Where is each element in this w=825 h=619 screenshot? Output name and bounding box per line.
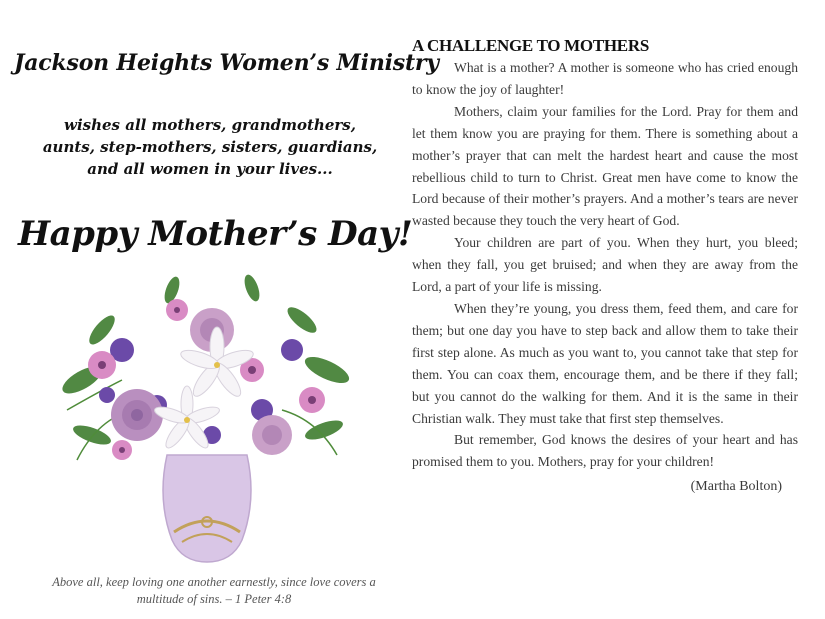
ministry-title: Jackson Heights Women’s Ministry <box>14 50 439 76</box>
article <box>412 36 798 495</box>
wishes-line: and all women in your lives... <box>87 160 333 178</box>
flower-bouquet-icon <box>62 270 352 570</box>
author-signature: (Martha Bolton) <box>690 479 782 495</box>
article-paragraph: When they’re young, you dress them, feed them, and care for them; but one day you have to step back and allow them to take their first step alone. As much as you want to, you cannot take that step for them. You can coax them, encourage them, and be there if they fall; but you cannot do the walking for them. And it is the same in their Christian walk. They must take that first step themselves. <box>412 300 798 426</box>
greeting-heading: Happy Mother’s Day! <box>18 214 413 254</box>
wishes-line: wishes all mothers, grandmothers, <box>64 116 356 134</box>
bible-verse <box>18 574 410 608</box>
article-title: A CHALLENGE TO MOTHERS <box>412 36 649 55</box>
article-paragraph: Mothers, claim your families for the Lord. Pray for them and let them know you are praying for them. There is something about a mother’s prayer that can melt the hardest heart and cause the most rebellious child to turn to Christ. Great men have come to know the Lord because of their mother’s prayers. And a mother’s tears are never wasted because they touch the very heart of God. <box>412 103 798 229</box>
article-paragraph: But remember, God knows the desires of your heart and has promised them to you. Mothers, pray for your children! <box>412 432 798 470</box>
wishes-line: aunts, step-mothers, sisters, guardians, <box>42 138 378 156</box>
article-paragraph: Your children are part of you. When they hurt, you bleed; when they fall, you get bruised; and when they are away from the Lord, a part of your life is missing. <box>412 235 798 295</box>
wishes-message <box>20 114 400 180</box>
verse-line: multitude of sins. – 1 Peter 4:8 <box>136 592 292 606</box>
article-paragraph: What is a mother? A mother is someone who has cried enough to know the joy of laughter! <box>412 60 798 97</box>
verse-line: Above all, keep loving one another earnestly, since love covers a <box>52 575 376 589</box>
